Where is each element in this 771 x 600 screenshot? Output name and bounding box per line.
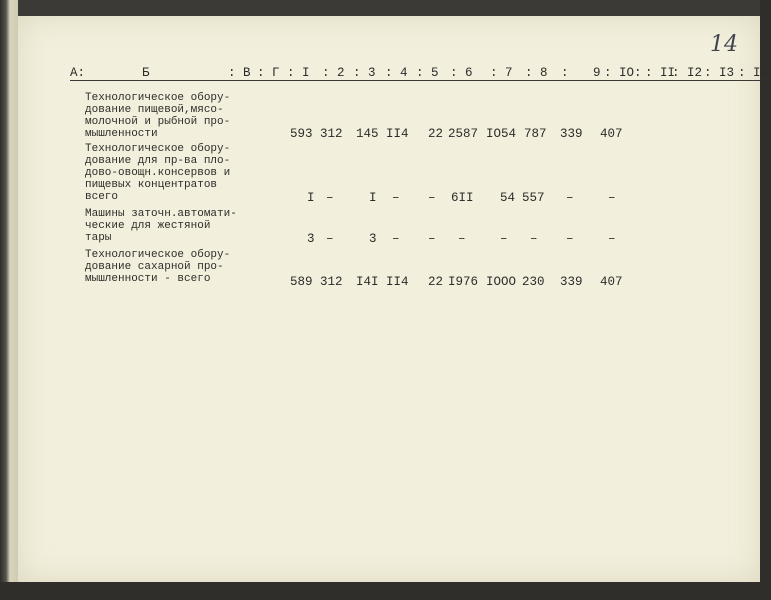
table-cell: – <box>566 191 574 205</box>
table-cell: 54 <box>500 191 516 205</box>
page-edge-right <box>760 0 771 600</box>
binding-strip <box>0 0 18 600</box>
table-cell: 2587 <box>448 127 479 141</box>
table-cell: I4I <box>356 275 379 289</box>
header-col-4: : 4 <box>385 66 408 80</box>
header-col-9: 9 <box>593 66 601 80</box>
table-cell: I <box>369 191 377 205</box>
table-cell: – <box>458 232 466 246</box>
table-cell: 787 <box>524 127 547 141</box>
table-cell: – <box>566 232 574 246</box>
page-number: 14 <box>710 32 738 57</box>
table-cell: – <box>500 232 508 246</box>
table-cell: 3 <box>369 232 377 246</box>
table-cell: 407 <box>600 275 623 289</box>
table-cell: 6II <box>451 191 474 205</box>
table-cell: 3 <box>307 232 315 246</box>
table-cell: – <box>530 232 538 246</box>
table-cell: IO54 <box>486 127 517 141</box>
table-cell: II4 <box>386 127 409 141</box>
table-cell: – <box>392 191 400 205</box>
header-col-5: : 5 <box>416 66 439 80</box>
table-cell: 230 <box>522 275 545 289</box>
header-col-10: : IO: <box>604 66 642 80</box>
header-col-3: : 3 <box>353 66 376 80</box>
table-cell: – <box>428 232 436 246</box>
header-col-sep: : <box>561 66 569 80</box>
row-label-food-equipment: Технологическое обору- дование пищевой,мясо- молочной и рыбной про- мышленности <box>85 92 231 140</box>
table-cell: I <box>307 191 315 205</box>
header-col-v: : В <box>228 66 251 80</box>
table-cell: 145 <box>356 127 379 141</box>
table-cell: 593 <box>290 127 313 141</box>
header-col-11: : II <box>645 66 676 80</box>
table-cell: 557 <box>522 191 545 205</box>
table-cell: IOOO <box>486 275 517 289</box>
table-cell: 339 <box>560 275 583 289</box>
row-label-sharpening-machines: Машины заточн.автомати- ческие для жестяной тары <box>85 208 237 244</box>
table-cell: – <box>326 232 334 246</box>
row-label-sugar-equipment: Технологическое обору- дование сахарной про- мышленности - всего <box>85 249 231 285</box>
table-cell: 312 <box>320 127 343 141</box>
header-col-1: : I <box>287 66 310 80</box>
header-col-2: : 2 <box>322 66 345 80</box>
header-col-13: : I3 <box>704 66 735 80</box>
header-col-b: Б <box>142 66 150 80</box>
header-col-14: : I4 <box>738 66 769 80</box>
table-cell: – <box>608 232 616 246</box>
page-edge-bottom <box>0 582 771 600</box>
table-cell: 589 <box>290 275 313 289</box>
row-label-canning-equipment: Технологическое обору- дование для пр-ва пло- дово-овощн.консервов и пищевых концентратов всего <box>85 143 231 203</box>
table-cell: 407 <box>600 127 623 141</box>
table-cell: 22 <box>428 275 444 289</box>
table-cell: I976 <box>448 275 479 289</box>
table-cell: – <box>428 191 436 205</box>
header-rule <box>70 80 760 81</box>
table-cell: 339 <box>560 127 583 141</box>
table-cell: II4 <box>386 275 409 289</box>
header-col-g: : Г <box>257 66 280 80</box>
table-cell: – <box>608 191 616 205</box>
header-col-8: : 8 <box>525 66 548 80</box>
table-cell: – <box>326 191 334 205</box>
header-col-a: А: <box>70 66 86 80</box>
table-cell: 22 <box>428 127 444 141</box>
table-cell: – <box>392 232 400 246</box>
header-col-6: : 6 <box>450 66 473 80</box>
table-cell: 312 <box>320 275 343 289</box>
header-col-12: : I2 <box>672 66 703 80</box>
header-col-7: : 7 <box>490 66 513 80</box>
